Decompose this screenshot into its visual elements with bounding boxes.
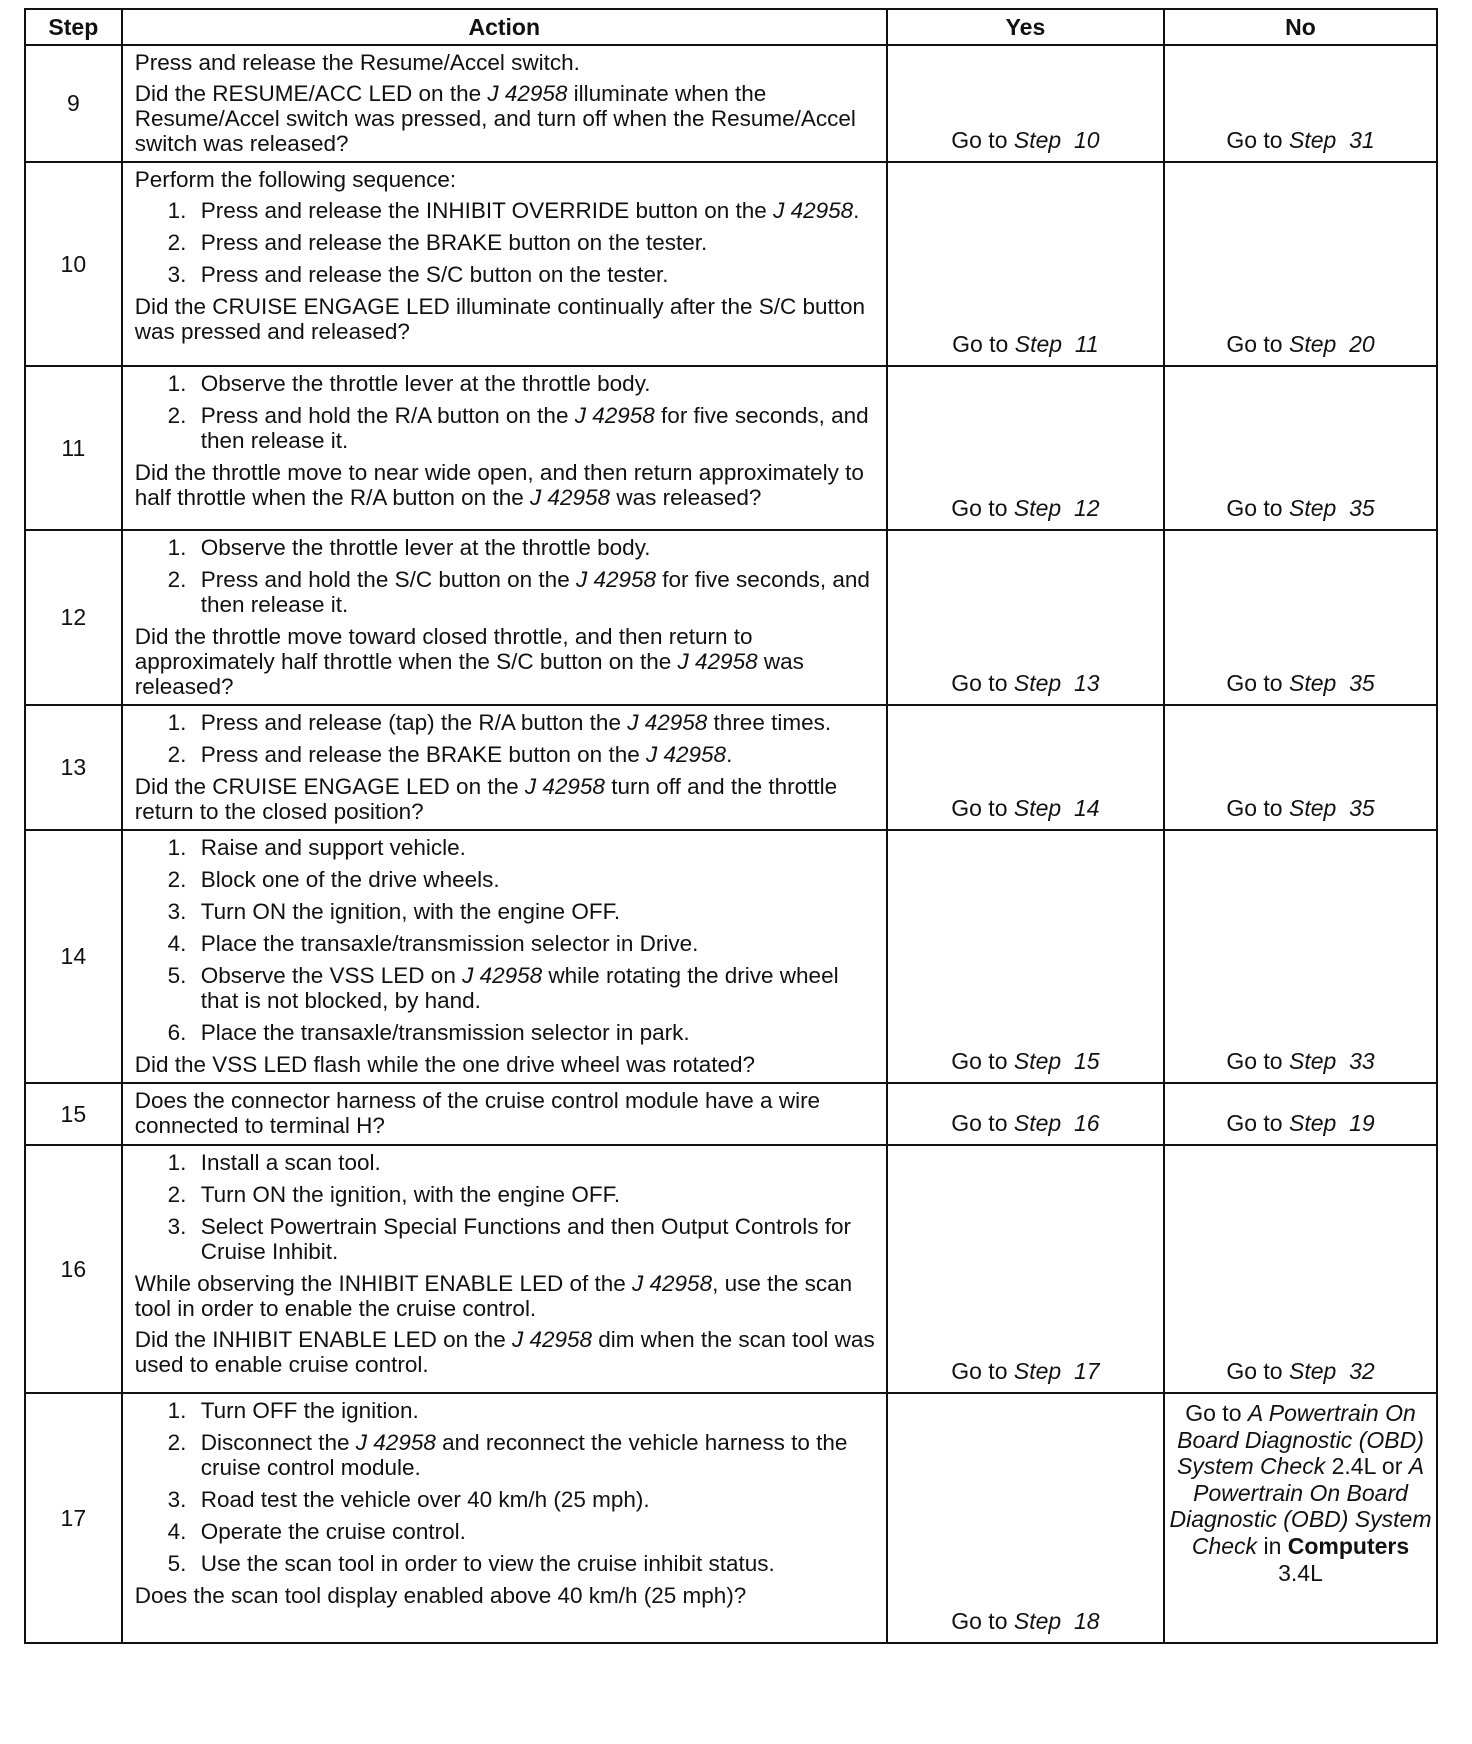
list-item: 1. Observe the throttle lever at the throttle body.: [193, 371, 880, 396]
question-text: Did the INHIBIT ENABLE LED on the J 42958 dim when the scan tool was used to enable cruise control.: [134, 1327, 875, 1377]
action-cell: [122, 366, 887, 530]
yes-step-ref: 12: [1074, 495, 1100, 521]
header-no: No: [1164, 9, 1437, 45]
yes-step-ref: 15: [1074, 1048, 1100, 1074]
action-list: [135, 535, 880, 617]
list-item: 2. Press and hold the R/A button on the J 42958 for five seconds, and then release it.: [193, 403, 880, 453]
action-cell: [122, 45, 887, 162]
table-row: [25, 366, 1437, 530]
no-step-ref: 35: [1349, 495, 1375, 521]
yes-cell: Go to Step 17: [887, 1145, 1164, 1393]
diagnostic-table: [24, 8, 1438, 1644]
step-number: 14: [25, 830, 122, 1083]
list-item: 1. Observe the throttle lever at the throttle body.: [193, 535, 880, 560]
action-cell: [122, 705, 887, 830]
yes-step-ref: 16: [1074, 1110, 1100, 1136]
yes-cell: Go to Step 11: [887, 162, 1164, 366]
action-list: [135, 835, 880, 1045]
step-number: 9: [25, 45, 122, 162]
no-cell: Go to A Powertrain On Board Diagnostic (OBD) System Check 2.4L or A Powertrain On Board Diagnostic (OBD) System Check in Computers 3.4L: [1164, 1393, 1437, 1643]
obd-reference-link[interactable]: A Powertrain On Board Diagnostic (OBD) System Check: [1169, 1453, 1432, 1559]
question-text: Does the connector harness of the cruise control module have a wire connected to terminal H?: [134, 1088, 821, 1138]
yes-step-ref: 18: [1074, 1608, 1100, 1634]
no-step-ref: 19: [1349, 1110, 1375, 1136]
step-number: 16: [25, 1145, 122, 1393]
step-number: 12: [25, 530, 122, 705]
no-step-ref: 35: [1349, 670, 1375, 696]
no-step-ref: 31: [1349, 127, 1375, 153]
step-number: 10: [25, 162, 122, 366]
action-cell: [122, 1083, 887, 1145]
yes-step-ref: 17: [1074, 1358, 1100, 1384]
table-row: [25, 1393, 1437, 1643]
header-row: [25, 9, 1437, 45]
action-list: [135, 198, 880, 287]
list-item: 3. Turn ON the ignition, with the engine OFF.: [193, 899, 880, 924]
table-row: [25, 530, 1437, 705]
list-item: 3. Press and release the S/C button on the tester.: [193, 262, 880, 287]
question-text: Does the scan tool display enabled above 40 km/h (25 mph)?: [134, 1583, 747, 1608]
table-row: [25, 830, 1437, 1083]
list-item: 1. Install a scan tool.: [193, 1150, 880, 1175]
header-action: Action: [122, 9, 887, 45]
obd-reference-link[interactable]: A Powertrain On Board Diagnostic (OBD) System Check: [1176, 1400, 1424, 1480]
list-item: 5. Observe the VSS LED on J 42958 while rotating the drive wheel that is not blocked, by hand.: [193, 963, 880, 1013]
list-item: 5. Use the scan tool in order to view the cruise inhibit status.: [193, 1551, 880, 1576]
no-cell: Go to Step 35: [1164, 366, 1437, 530]
yes-cell: Go to Step 18: [887, 1393, 1164, 1643]
no-step-ref: 35: [1349, 795, 1375, 821]
no-step-ref: 20: [1349, 331, 1375, 357]
question-text: Did the CRUISE ENGAGE LED on the J 42958 turn off and the throttle return to the closed position?: [134, 774, 838, 824]
no-step-ref: 33: [1349, 1048, 1375, 1074]
step-number: 13: [25, 705, 122, 830]
action-text: Press and release the Resume/Accel switch.: [134, 50, 580, 75]
list-item: 6. Place the transaxle/transmission selector in park.: [193, 1020, 880, 1045]
no-cell: Go to Step 31: [1164, 45, 1437, 162]
list-item: 2. Disconnect the J 42958 and reconnect the vehicle harness to the cruise control module.: [193, 1430, 880, 1480]
question-text: Did the CRUISE ENGAGE LED illuminate continually after the S/C button was pressed and released?: [134, 294, 866, 344]
yes-step-ref: 14: [1074, 795, 1100, 821]
list-item: 2. Press and release the BRAKE button on the J 42958.: [193, 742, 880, 767]
list-item: 2. Press and hold the S/C button on the J 42958 for five seconds, and then release it.: [193, 567, 880, 617]
list-item: 4. Place the transaxle/transmission selector in Drive.: [193, 931, 880, 956]
no-cell: Go to Step 35: [1164, 530, 1437, 705]
yes-step-ref: 10: [1074, 127, 1100, 153]
list-item: 1. Press and release (tap) the R/A button the J 42958 three times.: [193, 710, 880, 735]
question-text: Did the throttle move to near wide open, and then return approximately to half throttle when the R/A button on the J 42958 was released?: [134, 460, 864, 510]
list-item: 3. Select Powertrain Special Functions and then Output Controls for Cruise Inhibit.: [193, 1214, 880, 1264]
yes-cell: Go to Step 10: [887, 45, 1164, 162]
action-list: [135, 1150, 880, 1264]
header-yes: Yes: [887, 9, 1164, 45]
step-number: 15: [25, 1083, 122, 1145]
yes-cell: Go to Step 16: [887, 1083, 1164, 1145]
question-text: Did the throttle move toward closed throttle, and then return to approximately half throttle when the S/C button on the J 42958 was released?: [134, 624, 804, 699]
table-row: [25, 162, 1437, 366]
list-item: 1. Raise and support vehicle.: [193, 835, 880, 860]
no-cell: Go to Step 32: [1164, 1145, 1437, 1393]
yes-cell: Go to Step 15: [887, 830, 1164, 1083]
no-cell: Go to Step 33: [1164, 830, 1437, 1083]
yes-cell: Go to Step 14: [887, 705, 1164, 830]
action-cell: [122, 830, 887, 1083]
list-item: 3. Road test the vehicle over 40 km/h (25 mph).: [193, 1487, 880, 1512]
action-cell: [122, 530, 887, 705]
action-intro: Perform the following sequence:: [134, 167, 457, 192]
table-row: [25, 45, 1437, 162]
action-list: [135, 1398, 880, 1576]
question-text: Did the VSS LED flash while the one drive wheel was rotated?: [134, 1052, 756, 1077]
yes-step-ref: 13: [1074, 670, 1100, 696]
list-item: 1. Press and release the INHIBIT OVERRIDE button on the J 42958.: [193, 198, 880, 223]
no-step-ref: 32: [1349, 1358, 1375, 1384]
list-item: 4. Operate the cruise control.: [193, 1519, 880, 1544]
step-number: 17: [25, 1393, 122, 1643]
action-cell: [122, 1145, 887, 1393]
action-cell: [122, 1393, 887, 1643]
table-row: [25, 705, 1437, 830]
list-item: 1. Turn OFF the ignition.: [193, 1398, 880, 1423]
no-cell: Go to Step 19: [1164, 1083, 1437, 1145]
action-text: While observing the INHIBIT ENABLE LED of the J 42958, use the scan tool in order to enable the cruise control.: [134, 1271, 853, 1321]
action-list: [135, 371, 880, 453]
table-row: [25, 1145, 1437, 1393]
list-item: 2. Press and release the BRAKE button on the tester.: [193, 230, 880, 255]
action-list: [135, 710, 880, 767]
action-cell: [122, 162, 887, 366]
no-cell: Go to Step 35: [1164, 705, 1437, 830]
list-item: 2. Block one of the drive wheels.: [193, 867, 880, 892]
table-row: [25, 1083, 1437, 1145]
yes-cell: Go to Step 13: [887, 530, 1164, 705]
header-step: Step: [25, 9, 122, 45]
yes-cell: Go to Step 12: [887, 366, 1164, 530]
list-item: 2. Turn ON the ignition, with the engine OFF.: [193, 1182, 880, 1207]
no-cell: Go to Step 20: [1164, 162, 1437, 366]
yes-step-ref: 11: [1074, 331, 1099, 357]
step-number: 11: [25, 366, 122, 530]
question-text: Did the RESUME/ACC LED on the J 42958 illuminate when the Resume/Accel switch was pressed, and turn off when the Resume/Accel switch was released?: [134, 81, 856, 156]
